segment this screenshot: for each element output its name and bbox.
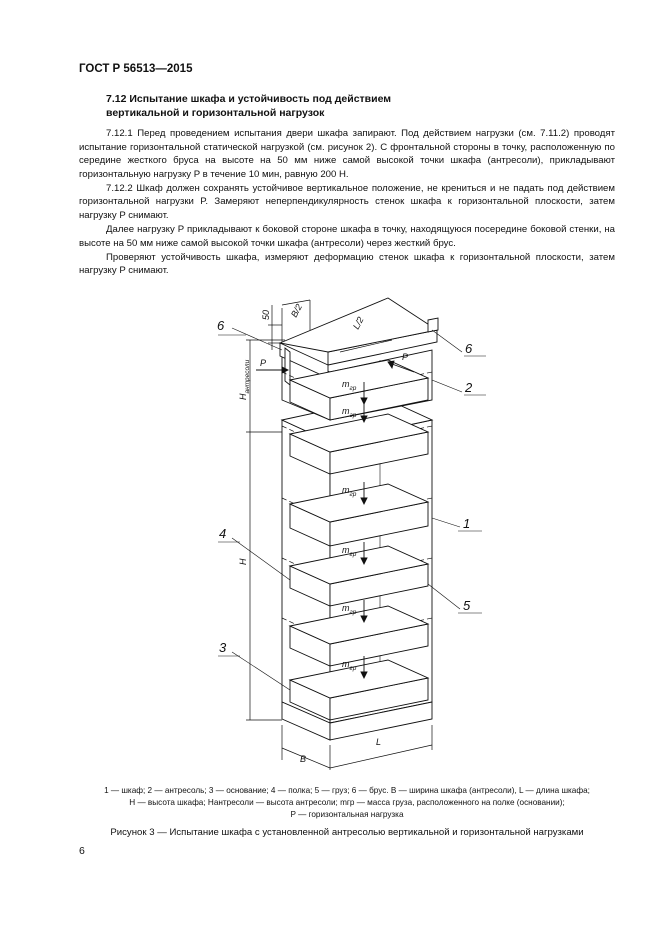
paragraph-7-12-1: 7.12.1 Перед проведением испытания двери шкафа запирают. Под действием нагрузки (см. 7.11.2) проводят испытание горизонтальной статической нагрузкой (см. рисунок 2). С фронтальной стороны в точку, расположенную по середине жесткого бруса на высоте на 50 мм ниже самой высокой точки шкафа (антресоли), прикладывают горизонтальную нагрузку P в течение 10 мин, равную 200 Н. bbox=[79, 128, 615, 180]
body-text bbox=[79, 127, 615, 279]
callout-3: 3 bbox=[219, 640, 227, 655]
cabinet-test-figure bbox=[196, 293, 486, 775]
svg-text:mгр: $m_{гр}$ bbox=[342, 603, 357, 616]
section-title bbox=[106, 92, 606, 120]
svg-text:Hантресоли: $H_{антресоли}$ bbox=[238, 359, 251, 400]
svg-text:mгр: $m_{гр}$ bbox=[342, 659, 357, 672]
svg-text:L/2: L/2 bbox=[350, 315, 366, 331]
legend-line-2: H — высота шкафа; Hантресоли — высота антресоли; mгр — масса груза, расположенного на полке (основании); bbox=[129, 798, 565, 807]
callout-6-left: 6 bbox=[217, 318, 225, 333]
legend-line-1: 1 — шкаф; 2 — антресоль; 3 — основание; 4 — полка; 5 — груз; 6 — брус. B — ширина шкафа (антресоли), L — длина шкафа; bbox=[104, 786, 590, 795]
section-title-line-2: вертикальной и горизонтальной нагрузок bbox=[106, 107, 325, 119]
legend-line-3: P — горизонтальная нагрузка bbox=[290, 810, 404, 819]
page-number: 6 bbox=[79, 845, 85, 857]
figure-legend bbox=[79, 785, 615, 821]
svg-text:mгр: $m_{гр}$ bbox=[342, 485, 357, 498]
callout-6-right: 6 bbox=[465, 341, 473, 356]
svg-text:H: H bbox=[238, 558, 248, 565]
paragraph-7-12-2: 7.12.2 Шкаф должен сохранять устойчивое вертикальное положение, не крениться и не падать под действием горизонтальной нагрузки P. Замеряют неперпендикулярность стенок шкафа к горизонтальной плоскости, затем нагрузку P снимают. bbox=[79, 182, 615, 222]
svg-text:B/2: B/2 bbox=[288, 302, 305, 319]
svg-text:mгр: $m_{гр}$ bbox=[342, 545, 357, 558]
svg-text:mгр: $m_{гр}$ bbox=[342, 406, 357, 419]
section-title-line-1: 7.12 Испытание шкафа и устойчивость под действием bbox=[106, 93, 392, 105]
svg-text:L: L bbox=[376, 737, 382, 747]
svg-text:P: P bbox=[402, 352, 409, 362]
callout-1: 1 bbox=[463, 516, 471, 531]
svg-text:50: 50 bbox=[261, 309, 271, 320]
paragraph-stability-check: Проверяют устойчивость шкафа, измеряют деформацию стенок шкафа к горизонтальной плоскости, затем нагрузку P снимают. bbox=[79, 251, 615, 277]
svg-text:P: P bbox=[260, 358, 267, 368]
callout-2: 2 bbox=[465, 380, 473, 395]
paragraph-side-load: Далее нагрузку P прикладывают к боковой стороне шкафа в точку, находящуюся посередине боковой стенки, на высоте на 50 мм ниже самой высокой точки шкафа (антресоли) через жесткий брус. bbox=[79, 224, 615, 249]
figure-caption: Рисунок 3 — Испытание шкафа с установленной антресолью вертикальной и горизонтальной нагрузками bbox=[110, 827, 584, 838]
callout-5: 5 bbox=[463, 598, 471, 613]
svg-text:mгр: $m_{гр}$ bbox=[342, 379, 357, 392]
page-header: ГОСТ Р 56513—2015 bbox=[79, 63, 193, 75]
svg-text:B: B bbox=[300, 754, 307, 764]
callout-4: 4 bbox=[219, 526, 227, 541]
